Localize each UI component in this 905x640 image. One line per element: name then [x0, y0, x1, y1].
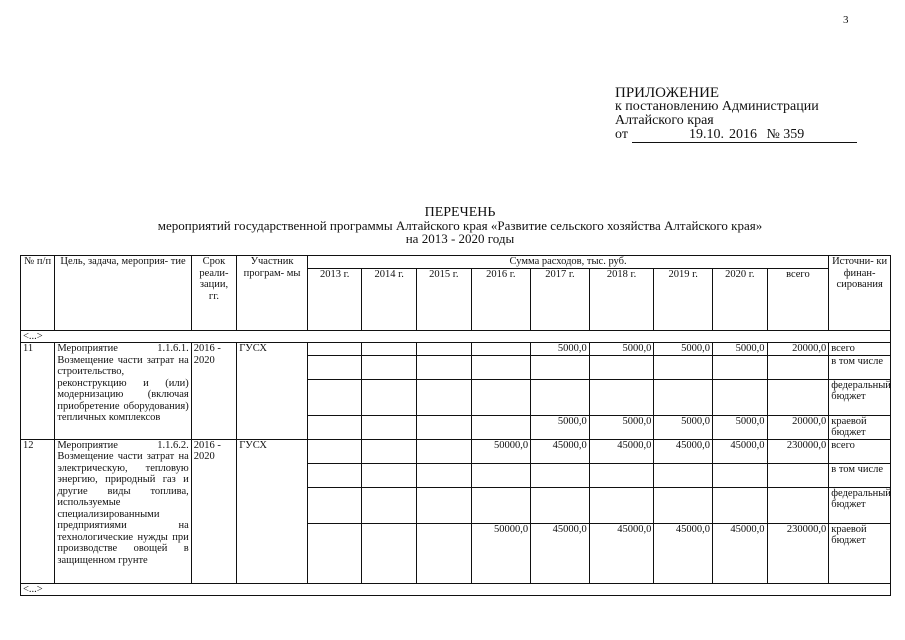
header-total: всего — [767, 268, 829, 330]
activity-term: 2016 - 2020 — [191, 343, 236, 440]
value-cell: 45000,0 — [589, 439, 654, 463]
document-title — [100, 206, 820, 245]
activity-term: 2016 - 2020 — [191, 439, 236, 583]
value-cell — [713, 487, 768, 523]
page-number: 3 — [843, 14, 849, 26]
appendix-heading: ПРИЛОЖЕНИЕ — [615, 85, 720, 101]
value-cell — [417, 379, 472, 415]
value-cell — [713, 463, 768, 487]
value-cell: 20000,0 — [767, 415, 829, 439]
value-cell — [531, 463, 590, 487]
activity-participant: ГУСХ — [237, 439, 308, 583]
value-cell — [767, 355, 829, 379]
source-cell: всего — [829, 439, 891, 463]
value-cell: 5000,0 — [713, 415, 768, 439]
value-cell — [417, 487, 472, 523]
value-cell — [417, 439, 472, 463]
activity-participant: ГУСХ — [237, 343, 308, 440]
source-cell: в том числе — [829, 463, 891, 487]
value-cell — [417, 355, 472, 379]
date-value: 19.10. — [632, 128, 727, 143]
header-year: 2015 г. — [417, 268, 472, 330]
value-cell — [362, 439, 417, 463]
activity-name: Мероприятие 1.1.6.1. Возмещение части затрат на строительство, реконструкцию и (или) модернизацию (включая приобретение оборудования) тепличных комплексов — [55, 343, 191, 440]
row-num: 12 — [21, 439, 55, 583]
header-num: № п/п — [21, 256, 55, 331]
value-cell: 45000,0 — [654, 523, 713, 583]
ellipsis-row: <...> — [21, 583, 891, 596]
value-cell: 230000,0 — [767, 439, 829, 463]
value-cell — [531, 355, 590, 379]
date-year: 2016 — [728, 127, 757, 142]
decree-number: № 359 — [766, 127, 805, 142]
value-cell — [362, 463, 417, 487]
value-cell — [471, 343, 531, 356]
value-cell: 45000,0 — [654, 439, 713, 463]
header-sum: Сумма расходов, тыс. руб. — [307, 256, 828, 269]
value-cell — [713, 379, 768, 415]
value-cell: 5000,0 — [654, 343, 713, 356]
value-cell — [471, 487, 531, 523]
source-cell: в том числе — [829, 355, 891, 379]
activities-table — [20, 255, 891, 596]
value-cell — [471, 379, 531, 415]
value-cell: 50000,0 — [471, 439, 531, 463]
value-cell — [307, 379, 362, 415]
title-line-3: на 2013 - 2020 годы — [405, 231, 515, 246]
header-year: 2017 г. — [531, 268, 590, 330]
value-cell — [307, 355, 362, 379]
value-cell — [589, 379, 654, 415]
value-cell — [307, 523, 362, 583]
header-year: 2019 г. — [654, 268, 713, 330]
value-cell — [471, 355, 531, 379]
value-cell — [767, 379, 829, 415]
header-year: 2020 г. — [713, 268, 768, 330]
value-cell — [307, 343, 362, 356]
value-cell — [362, 355, 417, 379]
value-cell — [471, 415, 531, 439]
value-cell — [654, 379, 713, 415]
value-cell — [307, 415, 362, 439]
ellipsis-row: <...> — [21, 330, 891, 343]
value-cell: 230000,0 — [767, 523, 829, 583]
activity-name: Мероприятие 1.1.6.2. Возмещение части затрат на электрическую, тепловую энергию, природный газ и другие виды топлива, используемые специализированными предприятиями на технологические нужды при производстве овощей в защищенном грунте — [55, 439, 191, 583]
value-cell: 5000,0 — [589, 415, 654, 439]
header-year: 2014 г. — [362, 268, 417, 330]
header-term: Срок реали- зации, гг. — [191, 256, 236, 331]
appendix-line-3: Алтайского края — [615, 113, 714, 128]
source-cell: краевой бюджет — [829, 523, 891, 583]
header-participant: Участник програм- мы — [237, 256, 308, 331]
value-cell: 5000,0 — [589, 343, 654, 356]
value-cell — [362, 379, 417, 415]
value-cell — [589, 487, 654, 523]
value-cell — [471, 463, 531, 487]
value-cell — [531, 379, 590, 415]
value-cell — [654, 463, 713, 487]
header-year: 2013 г. — [307, 268, 362, 330]
value-cell: 50000,0 — [471, 523, 531, 583]
value-cell: 45000,0 — [531, 439, 590, 463]
value-cell — [417, 523, 472, 583]
title-line-1: ПЕРЕЧЕНЬ — [424, 205, 496, 220]
header-year: 2018 г. — [589, 268, 654, 330]
value-cell: 45000,0 — [713, 523, 768, 583]
header-goal: Цель, задача, мероприя- тие — [55, 256, 191, 331]
value-cell — [362, 523, 417, 583]
value-cell — [362, 487, 417, 523]
row-num: 11 — [21, 343, 55, 440]
value-cell — [654, 487, 713, 523]
value-cell — [417, 415, 472, 439]
value-cell: 45000,0 — [589, 523, 654, 583]
appendix-line-2: к постановлению Администрации — [615, 99, 819, 114]
source-cell: краевой бюджет — [829, 415, 891, 439]
value-cell: 5000,0 — [531, 415, 590, 439]
appendix-block — [615, 86, 857, 143]
value-cell: 20000,0 — [767, 343, 829, 356]
value-cell — [362, 415, 417, 439]
value-cell — [307, 463, 362, 487]
value-cell: 5000,0 — [531, 343, 590, 356]
value-cell — [362, 343, 417, 356]
value-cell: 45000,0 — [531, 523, 590, 583]
header-year: 2016 г. — [471, 268, 531, 330]
date-prefix: от — [615, 127, 628, 142]
title-line-2: мероприятий государственной программы Алтайского края «Развитие сельского хозяйства Алтайского края» — [157, 218, 763, 233]
value-cell — [589, 463, 654, 487]
value-cell — [767, 487, 829, 523]
value-cell: 5000,0 — [713, 343, 768, 356]
value-cell — [767, 463, 829, 487]
value-cell — [589, 355, 654, 379]
value-cell — [713, 355, 768, 379]
value-cell: 45000,0 — [713, 439, 768, 463]
value-cell — [307, 439, 362, 463]
appendix-date-line — [615, 128, 857, 143]
source-cell: всего — [829, 343, 891, 356]
value-cell — [417, 463, 472, 487]
source-cell: федеральный бюджет — [829, 487, 891, 523]
value-cell: 5000,0 — [654, 415, 713, 439]
value-cell — [531, 487, 590, 523]
value-cell — [307, 487, 362, 523]
source-cell: федеральный бюджет — [829, 379, 891, 415]
value-cell — [654, 355, 713, 379]
value-cell — [417, 343, 472, 356]
header-sources: Источни- ки финан- сирования — [829, 256, 891, 331]
